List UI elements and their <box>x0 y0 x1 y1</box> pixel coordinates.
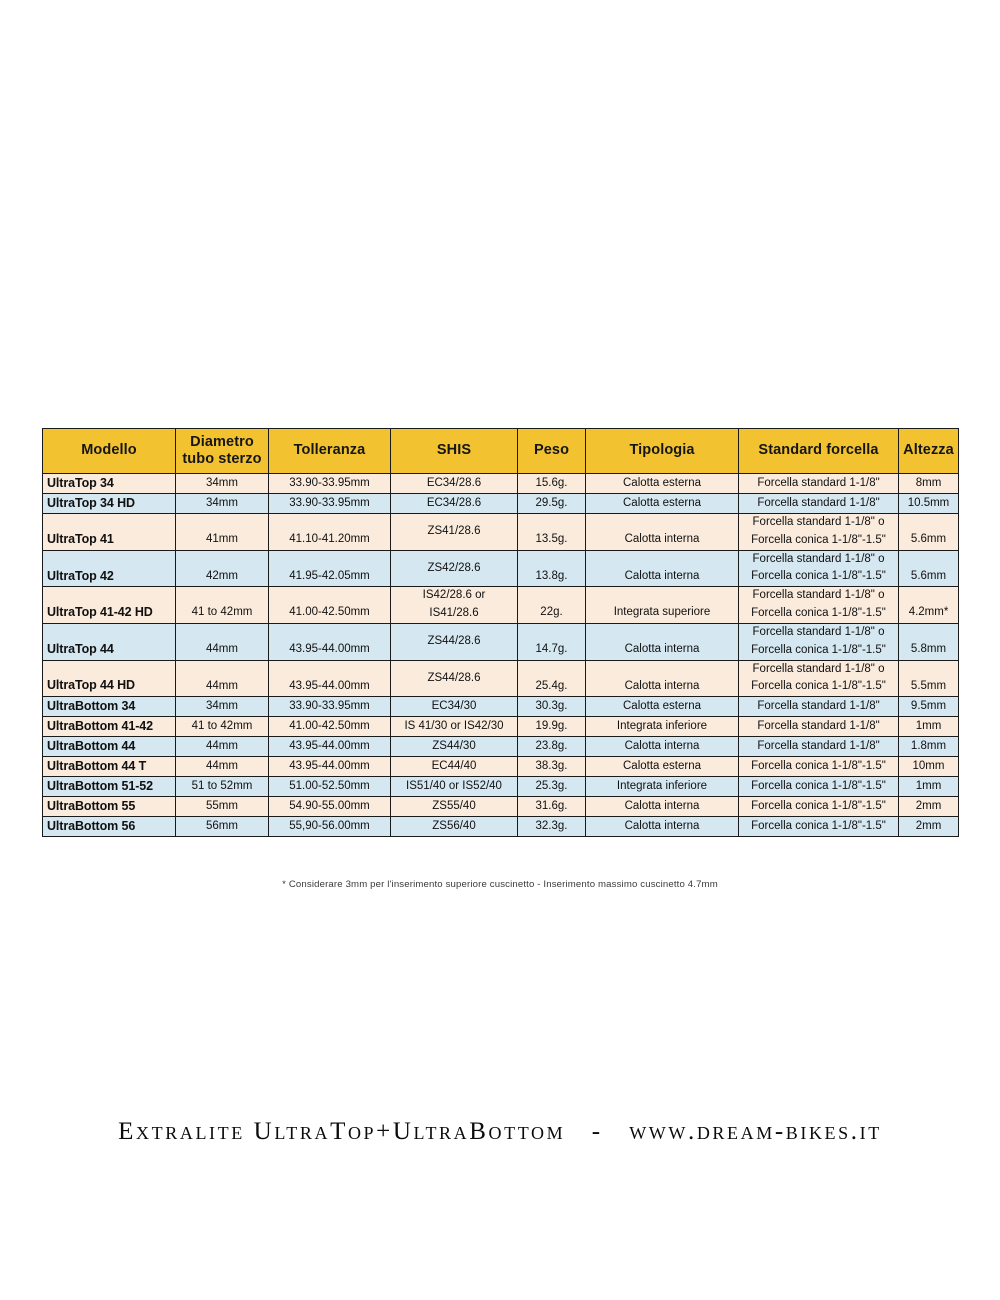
cell-peso <box>518 660 586 697</box>
cell-peso <box>518 757 586 777</box>
cell-diametro-value: 55mm <box>206 799 238 812</box>
cell-standard-forcella-value: Forcella standard 1-1/8" <box>757 476 880 489</box>
cell-standard-forcella <box>739 817 899 837</box>
cell-diametro <box>176 587 269 624</box>
cell-tipologia <box>586 623 739 660</box>
cell-diametro <box>176 737 269 757</box>
cell-peso <box>518 817 586 837</box>
cell-diametro-value: 51 to 52mm <box>191 779 253 792</box>
cell-diametro-value: 44mm <box>206 642 238 655</box>
cell-modello-value: UltraBottom 44 T <box>47 759 147 774</box>
cell-tolleranza <box>269 494 391 514</box>
cell-altezza <box>899 494 959 514</box>
column-header-shis: SHIS <box>391 429 518 474</box>
cell-tolleranza-value: 41.10-41.20mm <box>289 533 370 546</box>
cell-altezza-value: 1.8mm <box>910 739 947 752</box>
cell-diametro-value: 44mm <box>206 759 238 772</box>
table-row <box>43 660 959 697</box>
cell-tolleranza <box>269 623 391 660</box>
cell-tipologia <box>586 717 739 737</box>
cell-diametro-value: 34mm <box>206 476 238 489</box>
cell-modello <box>43 817 176 837</box>
table-row <box>43 587 959 624</box>
cell-modello-value: UltraTop 42 <box>47 568 114 583</box>
cell-standard-forcella <box>739 623 899 660</box>
cell-modello <box>43 623 176 660</box>
cell-standard-forcella-value-2: Forcella conica 1-1/8"-1.5" <box>751 680 886 693</box>
cell-tolleranza <box>269 697 391 717</box>
cell-altezza-value: 5.6mm <box>910 533 947 546</box>
cell-peso-value: 13.8g. <box>535 569 568 582</box>
cell-altezza <box>899 777 959 797</box>
cell-peso-value: 29.5g. <box>535 496 568 509</box>
cell-tipologia-value: Integrata inferiore <box>616 779 708 792</box>
cell-peso-value: 25.4g. <box>535 679 568 692</box>
cell-shis-value-2: IS41/28.6 <box>429 607 479 620</box>
cell-peso <box>518 697 586 717</box>
cell-shis <box>391 587 518 624</box>
cell-tipologia <box>586 660 739 697</box>
cell-shis <box>391 757 518 777</box>
cell-peso-value: 32.3g. <box>535 819 568 832</box>
cell-standard-forcella <box>739 550 899 587</box>
cell-tipologia-value: Calotta interna <box>624 569 700 582</box>
cell-diametro <box>176 494 269 514</box>
cell-diametro-value: 41mm <box>206 533 238 546</box>
table-row <box>43 494 959 514</box>
cell-altezza-value: 1mm <box>915 779 942 792</box>
cell-standard-forcella-value: Forcella standard 1-1/8" o <box>752 589 885 602</box>
cell-tipologia <box>586 797 739 817</box>
cell-tolleranza <box>269 550 391 587</box>
cell-tolleranza-value: 43.95-44.00mm <box>289 679 370 692</box>
cell-diametro <box>176 757 269 777</box>
cell-tipologia-value: Calotta esterna <box>623 476 701 489</box>
cell-diametro <box>176 550 269 587</box>
cell-tipologia-value: Calotta esterna <box>623 496 701 509</box>
cell-modello-value: UltraTop 34 HD <box>47 496 135 511</box>
cell-altezza-value: 4.2mm* <box>908 606 949 619</box>
cell-modello <box>43 514 176 551</box>
cell-tipologia-value: Calotta interna <box>624 799 700 812</box>
cell-tipologia-value: Calotta interna <box>624 679 700 692</box>
cell-standard-forcella-value: Forcella standard 1-1/8" o <box>752 552 885 565</box>
cell-altezza <box>899 587 959 624</box>
cell-shis <box>391 737 518 757</box>
cell-peso <box>518 797 586 817</box>
cell-standard-forcella <box>739 587 899 624</box>
cell-standard-forcella <box>739 697 899 717</box>
cell-tolleranza <box>269 514 391 551</box>
cell-peso <box>518 777 586 797</box>
cell-tolleranza <box>269 474 391 494</box>
cell-modello-value: UltraBottom 44 <box>47 739 136 754</box>
cell-standard-forcella <box>739 797 899 817</box>
cell-peso-value: 22g. <box>540 606 563 619</box>
cell-tolleranza <box>269 757 391 777</box>
cell-peso <box>518 587 586 624</box>
cell-modello-value: UltraBottom 56 <box>47 819 136 834</box>
cell-peso-value: 31.6g. <box>535 799 568 812</box>
cell-shis <box>391 717 518 737</box>
cell-altezza <box>899 660 959 697</box>
cell-diametro <box>176 514 269 551</box>
cell-altezza-value: 1mm <box>915 719 942 732</box>
column-header-diametro <box>176 429 269 474</box>
cell-shis-value: ZS56/40 <box>432 819 476 832</box>
cell-tipologia <box>586 494 739 514</box>
cell-shis <box>391 697 518 717</box>
cell-tipologia <box>586 777 739 797</box>
cell-diametro-value: 34mm <box>206 496 238 509</box>
cell-diametro <box>176 697 269 717</box>
cell-peso <box>518 717 586 737</box>
cell-shis-value: EC44/40 <box>431 759 477 772</box>
cell-altezza <box>899 623 959 660</box>
cell-tipologia-value: Integrata inferiore <box>616 719 708 732</box>
cell-altezza <box>899 817 959 837</box>
cell-shis <box>391 797 518 817</box>
cell-tipologia <box>586 550 739 587</box>
cell-modello <box>43 797 176 817</box>
cell-altezza-value: 10mm <box>912 759 945 772</box>
cell-tipologia <box>586 737 739 757</box>
cell-modello <box>43 660 176 697</box>
cell-tolleranza-value: 43.95-44.00mm <box>289 759 370 772</box>
cell-shis-value: ZS42/28.6 <box>427 561 481 574</box>
cell-peso-value: 13.5g. <box>535 533 568 546</box>
cell-diametro-value: 56mm <box>206 819 238 832</box>
cell-standard-forcella-value-2: Forcella conica 1-1/8"-1.5" <box>751 607 886 620</box>
table-row <box>43 514 959 551</box>
column-header-tipologia: Tipologia <box>586 429 739 474</box>
cell-standard-forcella-value: Forcella standard 1-1/8" o <box>752 625 885 638</box>
cell-shis <box>391 660 518 697</box>
table-row <box>43 797 959 817</box>
cell-peso <box>518 514 586 551</box>
cell-modello-value: UltraTop 34 <box>47 476 114 491</box>
cell-standard-forcella-value-2: Forcella conica 1-1/8"-1.5" <box>751 570 886 583</box>
cell-standard-forcella-value: Forcella standard 1-1/8" <box>757 739 880 752</box>
cell-peso <box>518 550 586 587</box>
cell-tolleranza-value: 33.90-33.95mm <box>289 699 370 712</box>
cell-altezza <box>899 514 959 551</box>
table-row <box>43 817 959 837</box>
cell-tipologia-value: Calotta interna <box>624 739 700 752</box>
cell-shis-value: ZS44/28.6 <box>427 671 481 684</box>
cell-altezza <box>899 550 959 587</box>
cell-altezza <box>899 797 959 817</box>
cell-altezza-value: 10.5mm <box>907 496 950 509</box>
cell-tipologia-value: Integrata superiore <box>613 606 711 619</box>
cell-shis-value: ZS55/40 <box>432 799 476 812</box>
cell-standard-forcella-value: Forcella conica 1-1/8"-1.5" <box>751 799 886 812</box>
cell-standard-forcella <box>739 757 899 777</box>
cell-altezza-value: 5.8mm <box>910 642 947 655</box>
cell-standard-forcella <box>739 737 899 757</box>
cell-modello-value: UltraBottom 34 <box>47 699 136 714</box>
table-row <box>43 757 959 777</box>
column-header-tolleranza: Tolleranza <box>269 429 391 474</box>
cell-diametro-value: 41 to 42mm <box>191 719 253 732</box>
cell-altezza-value: 8mm <box>915 476 942 489</box>
cell-altezza-value: 5.6mm <box>910 569 947 582</box>
cell-diametro <box>176 623 269 660</box>
cell-standard-forcella <box>739 777 899 797</box>
cell-tolleranza <box>269 817 391 837</box>
cell-modello-value: UltraTop 44 HD <box>47 678 135 693</box>
cell-shis-value: EC34/28.6 <box>426 496 482 509</box>
cell-peso-value: 25.3g. <box>535 779 568 792</box>
cell-standard-forcella-value: Forcella conica 1-1/8"-1.5" <box>751 819 886 832</box>
cell-peso-value: 30.3g. <box>535 699 568 712</box>
cell-altezza <box>899 717 959 737</box>
table-row <box>43 550 959 587</box>
cell-standard-forcella-value: Forcella standard 1-1/8" <box>757 699 880 712</box>
cell-diametro-value: 41 to 42mm <box>191 606 253 619</box>
cell-shis-value: IS 41/30 or IS42/30 <box>404 719 504 732</box>
cell-modello-value: UltraBottom 51-52 <box>47 779 153 794</box>
cell-modello <box>43 697 176 717</box>
cell-shis <box>391 474 518 494</box>
cell-tipologia <box>586 817 739 837</box>
cell-standard-forcella-value: Forcella standard 1-1/8" o <box>752 662 885 675</box>
cell-peso <box>518 494 586 514</box>
cell-peso-value: 15.6g. <box>535 476 568 489</box>
cell-tipologia-value: Calotta esterna <box>623 759 701 772</box>
cell-tipologia <box>586 757 739 777</box>
cell-tolleranza-value: 41.00-42.50mm <box>289 719 370 732</box>
cell-peso-value: 19.9g. <box>535 719 568 732</box>
cell-altezza-value: 9.5mm <box>910 699 947 712</box>
footnote-text: * Considerare 3mm per l'inserimento superiore cuscinetto - Inserimento massimo cuscinetto 4.7mm <box>282 879 718 890</box>
cell-shis-value: EC34/30 <box>431 699 477 712</box>
cell-altezza <box>899 757 959 777</box>
cell-shis <box>391 777 518 797</box>
cell-peso <box>518 623 586 660</box>
cell-tipologia-value: Calotta interna <box>624 533 700 546</box>
cell-standard-forcella <box>739 717 899 737</box>
cell-tipologia <box>586 587 739 624</box>
cell-peso-value: 23.8g. <box>535 739 568 752</box>
cell-tolleranza-value: 33.90-33.95mm <box>289 476 370 489</box>
cell-tolleranza-value: 43.95-44.00mm <box>289 642 370 655</box>
cell-standard-forcella <box>739 514 899 551</box>
cell-shis <box>391 550 518 587</box>
cell-diametro <box>176 817 269 837</box>
table-row <box>43 717 959 737</box>
column-header-diametro-line2: tubo sterzo <box>182 451 262 467</box>
cell-standard-forcella-value: Forcella standard 1-1/8" <box>757 719 880 732</box>
table-header <box>43 429 959 474</box>
cell-tolleranza-value: 51.00-52.50mm <box>289 779 370 792</box>
cell-diametro <box>176 797 269 817</box>
cell-standard-forcella <box>739 494 899 514</box>
table-row <box>43 737 959 757</box>
cell-altezza-value: 2mm <box>915 819 942 832</box>
column-header-standard-forcella: Standard forcella <box>739 429 899 474</box>
cell-modello <box>43 717 176 737</box>
cell-tipologia <box>586 697 739 717</box>
spec-table-container <box>42 428 958 837</box>
cell-shis-value: EC34/28.6 <box>426 476 482 489</box>
cell-standard-forcella <box>739 474 899 494</box>
cell-tolleranza <box>269 797 391 817</box>
cell-standard-forcella-value: Forcella conica 1-1/8"-1.5" <box>751 759 886 772</box>
cell-shis <box>391 514 518 551</box>
cell-modello <box>43 737 176 757</box>
cell-peso-value: 14.7g. <box>535 642 568 655</box>
cell-diametro-value: 34mm <box>206 699 238 712</box>
table-row <box>43 623 959 660</box>
cell-altezza <box>899 737 959 757</box>
cell-tolleranza-value: 55,90-56.00mm <box>289 819 370 832</box>
cell-standard-forcella-value: Forcella standard 1-1/8" o <box>752 516 885 528</box>
cell-standard-forcella-value-2: Forcella conica 1-1/8"-1.5" <box>751 643 886 656</box>
cell-tolleranza <box>269 660 391 697</box>
column-header-diametro-line1: Diametro <box>190 433 254 450</box>
cell-tipologia <box>586 474 739 494</box>
table-row <box>43 777 959 797</box>
cell-standard-forcella-value: Forcella conica 1-1/8"-1.5" <box>751 779 886 792</box>
cell-shis-value: ZS44/28.6 <box>427 634 481 647</box>
table-body <box>43 474 959 837</box>
cell-shis-value: ZS44/30 <box>432 739 476 752</box>
cell-diametro <box>176 777 269 797</box>
cell-altezza-value: 5.5mm <box>910 679 947 692</box>
column-header-modello: Modello <box>43 429 176 474</box>
cell-shis-value: IS42/28.6 or <box>422 589 486 602</box>
cell-diametro-value: 42mm <box>206 569 238 582</box>
cell-diametro-value: 44mm <box>206 679 238 692</box>
cell-peso-value: 38.3g. <box>535 759 568 772</box>
cell-tolleranza-value: 41.95-42.05mm <box>289 569 370 582</box>
cell-tolleranza-value: 43.95-44.00mm <box>289 739 370 752</box>
cell-tolleranza <box>269 737 391 757</box>
cell-shis <box>391 817 518 837</box>
cell-standard-forcella <box>739 660 899 697</box>
cell-altezza <box>899 474 959 494</box>
cell-shis-value: ZS41/28.6 <box>427 525 481 538</box>
cell-modello <box>43 550 176 587</box>
cell-altezza <box>899 697 959 717</box>
cell-diametro <box>176 474 269 494</box>
cell-modello <box>43 474 176 494</box>
cell-tolleranza <box>269 777 391 797</box>
headset-spec-table <box>42 428 959 837</box>
cell-tolleranza-value: 41.00-42.50mm <box>289 606 370 619</box>
cell-tolleranza <box>269 587 391 624</box>
cell-modello-value: UltraTop 41 <box>47 531 114 546</box>
cell-diametro <box>176 717 269 737</box>
cell-modello <box>43 757 176 777</box>
cell-peso <box>518 737 586 757</box>
column-header-altezza: Altezza <box>899 429 959 474</box>
cell-tipologia-value: Calotta interna <box>624 642 700 655</box>
cell-diametro <box>176 660 269 697</box>
cell-standard-forcella-value-2: Forcella conica 1-1/8"-1.5" <box>751 533 886 546</box>
cell-shis <box>391 494 518 514</box>
cell-peso <box>518 474 586 494</box>
column-header-peso: Peso <box>518 429 586 474</box>
table-row <box>43 697 959 717</box>
cell-modello-value: UltraBottom 41-42 <box>47 719 153 734</box>
header-row <box>43 429 959 474</box>
cell-modello-value: UltraTop 44 <box>47 641 114 656</box>
cell-altezza-value: 2mm <box>915 799 942 812</box>
bottom-caption: Extralite UltraTop+UltraBottom - www.dream-bikes.it <box>118 1118 882 1145</box>
cell-tolleranza-value: 33.90-33.95mm <box>289 496 370 509</box>
cell-tolleranza <box>269 717 391 737</box>
cell-standard-forcella-value: Forcella standard 1-1/8" <box>757 496 880 509</box>
cell-modello <box>43 587 176 624</box>
table-row <box>43 474 959 494</box>
cell-modello <box>43 777 176 797</box>
cell-diametro-value: 44mm <box>206 739 238 752</box>
cell-tipologia-value: Calotta interna <box>624 819 700 832</box>
cell-modello-value: UltraBottom 55 <box>47 799 136 814</box>
cell-shis-value: IS51/40 or IS52/40 <box>406 779 502 792</box>
cell-tipologia <box>586 514 739 551</box>
cell-tolleranza-value: 54.90-55.00mm <box>289 799 370 812</box>
cell-modello-value: UltraTop 41-42 HD <box>47 605 153 620</box>
cell-tipologia-value: Calotta esterna <box>623 699 701 712</box>
cell-shis <box>391 623 518 660</box>
cell-modello <box>43 494 176 514</box>
